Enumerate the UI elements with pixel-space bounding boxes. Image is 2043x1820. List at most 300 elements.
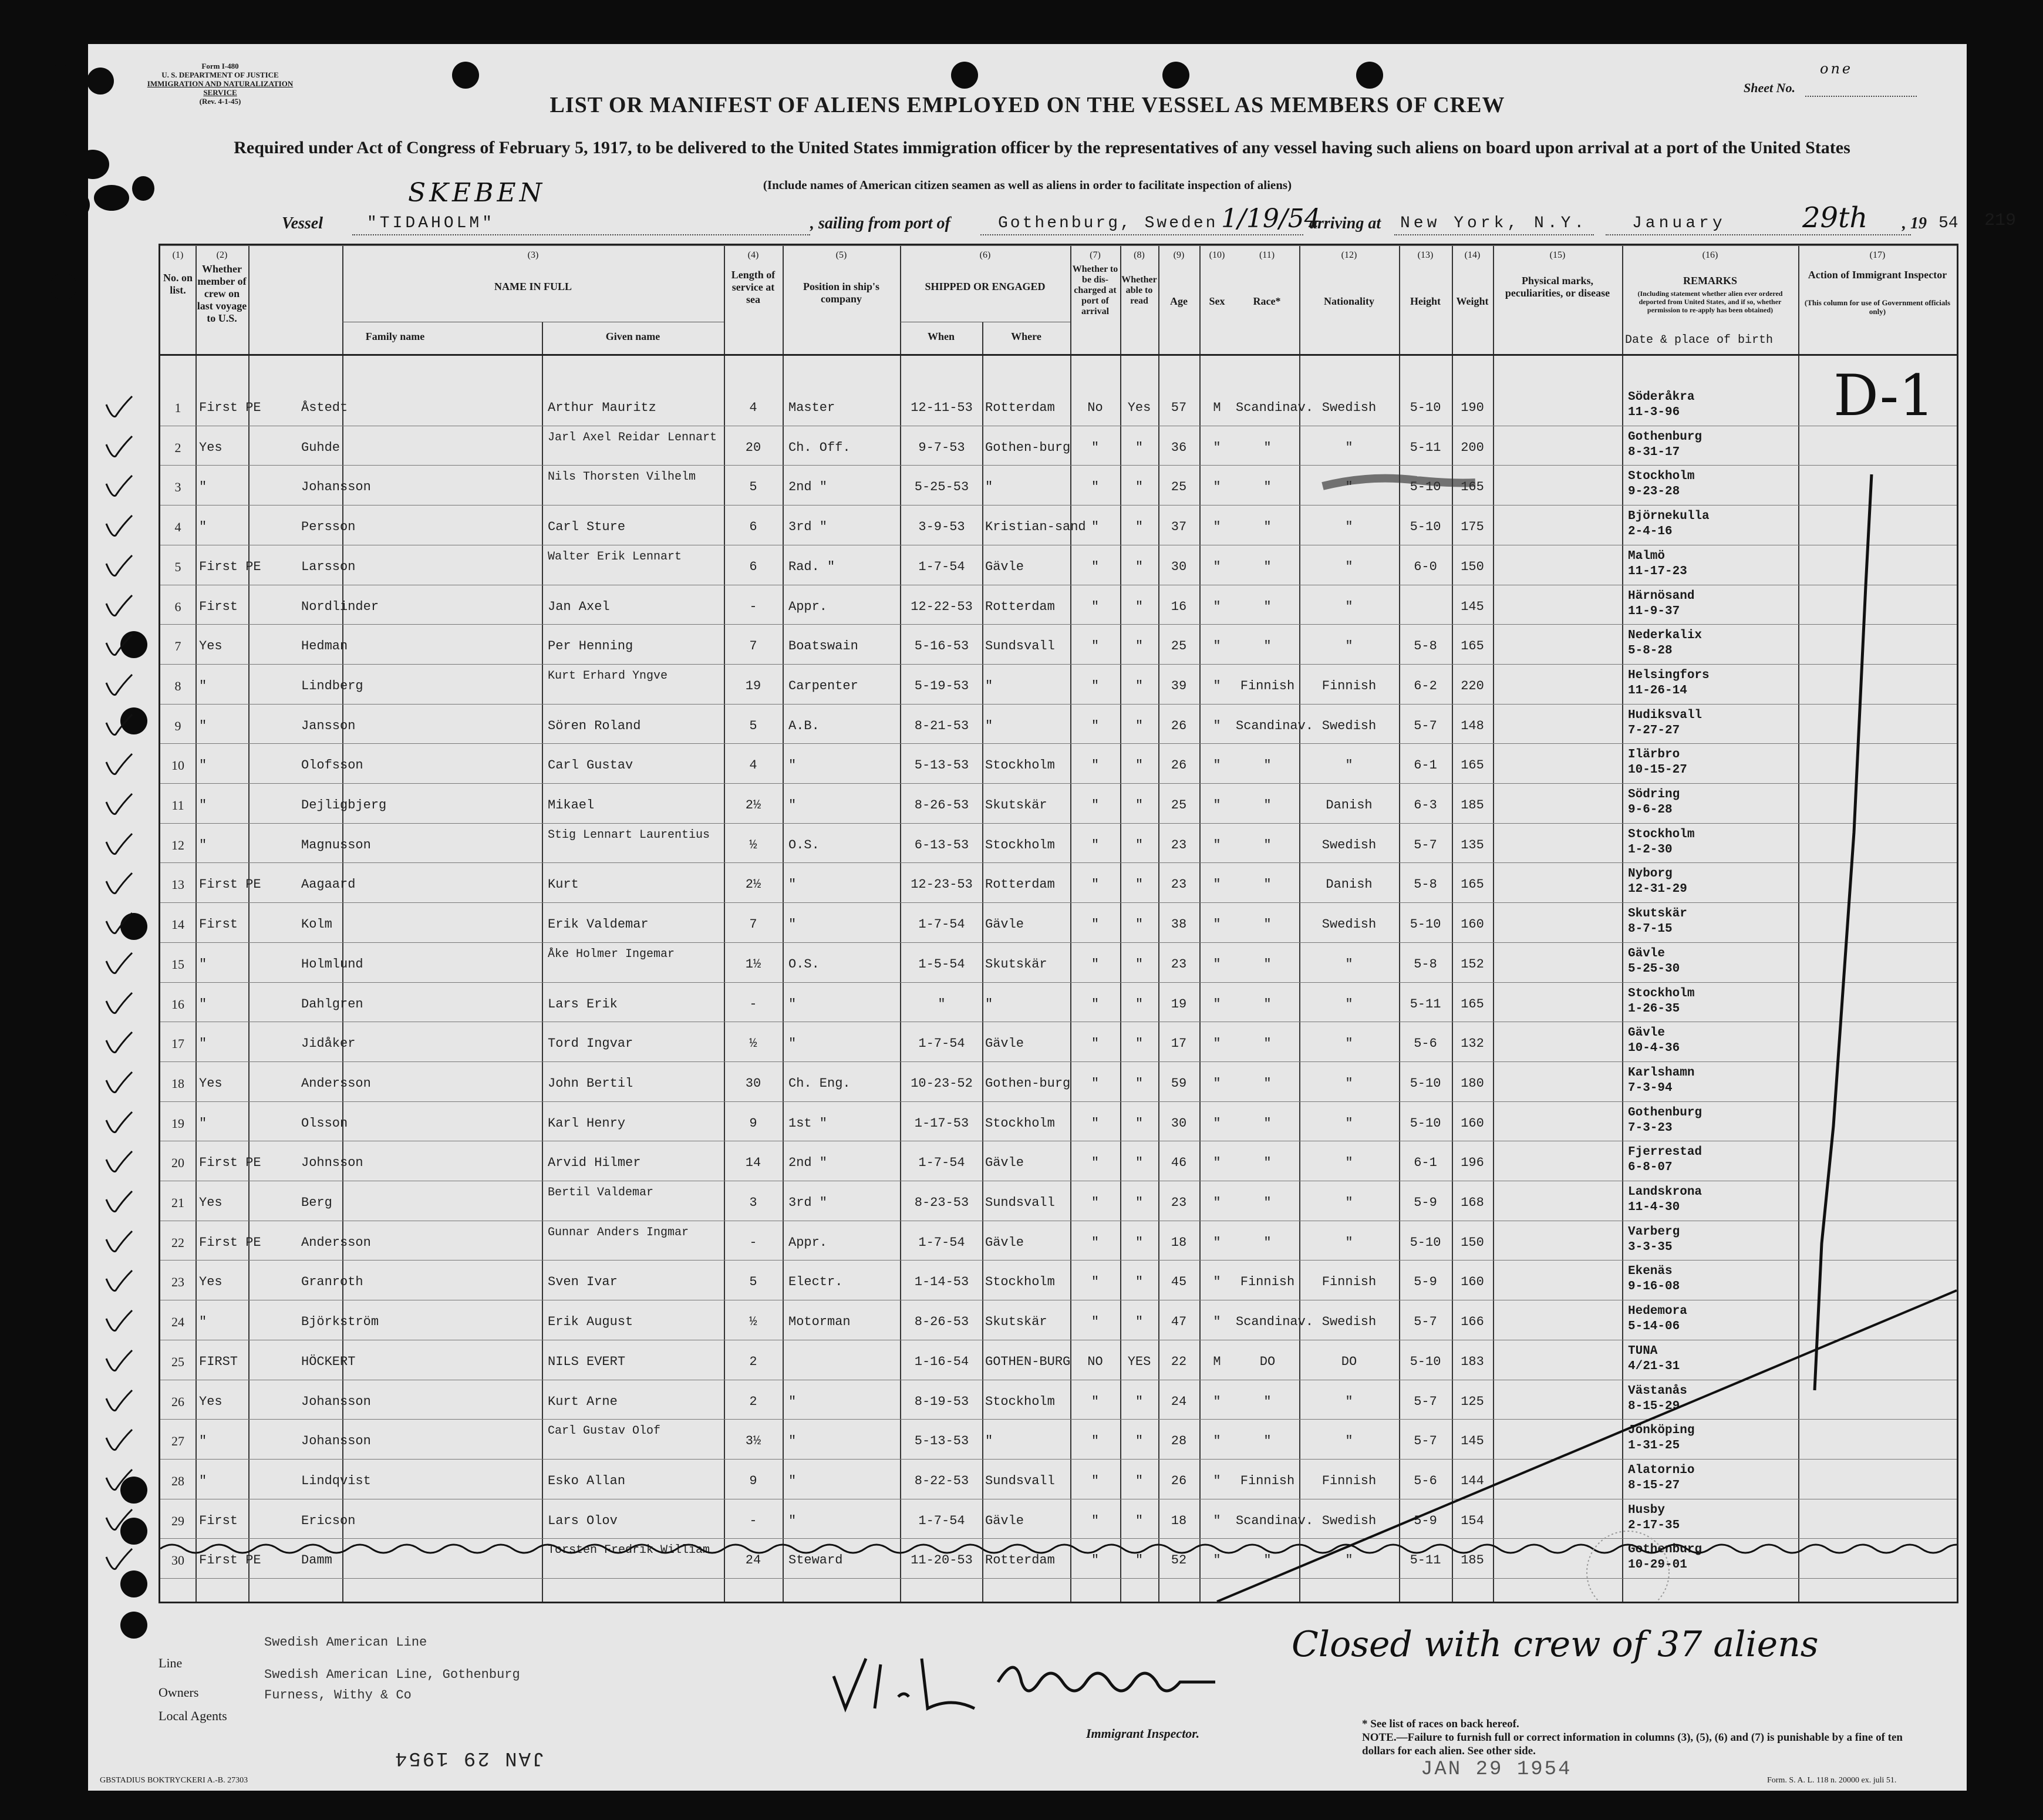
cell-service: 6 <box>749 520 757 535</box>
cell-read: " <box>1135 1553 1144 1568</box>
cell-given: Esko Allan <box>548 1473 626 1488</box>
cell-age: 37 <box>1171 520 1187 535</box>
cell-sex: " <box>1213 1115 1221 1131</box>
cell-when: " <box>938 996 946 1012</box>
cell-where: " <box>985 1434 993 1449</box>
cell-when: 5-25-53 <box>914 480 969 495</box>
cell-service: 2½ <box>745 877 761 892</box>
cell-no: 14 <box>171 917 184 932</box>
cell-given: Arvid Hilmer <box>548 1155 641 1171</box>
punch-hole <box>1162 62 1189 89</box>
cell-height: 5-7 <box>1414 837 1437 852</box>
cell-position: Boatswain <box>788 639 858 654</box>
punch-hole <box>50 273 77 300</box>
fine-note: NOTE.—Failure to furnish full or correct information in columns (3), (5), (6) and (7) is punishable by a fine of ten dollars for each alien. See other side. <box>1362 1731 1903 1757</box>
cell-weight: 168 <box>1461 1195 1484 1210</box>
cell-birthdate: 8-15-29 <box>1628 1399 1680 1413</box>
cell-age: 22 <box>1171 1354 1187 1369</box>
cell-given: Lars Erik <box>548 996 618 1012</box>
cell-given: Carl Gustav <box>548 758 633 773</box>
check-mark-icon <box>102 472 137 501</box>
cell-family: Åstedt <box>301 400 348 415</box>
cell-position: Steward <box>788 1553 843 1568</box>
cell-voyage: First PE <box>199 1553 261 1568</box>
cell-where: " <box>985 678 993 693</box>
cell-age: 23 <box>1171 877 1187 892</box>
check-mark-icon <box>102 1387 137 1416</box>
cell-voyage: " <box>199 678 207 693</box>
manifest-page <box>88 44 2017 1791</box>
cell-read: " <box>1135 1473 1144 1488</box>
check-mark-icon <box>102 750 137 780</box>
cell-weight: 132 <box>1461 1036 1484 1051</box>
cell-race: " <box>1263 1235 1272 1250</box>
cell-height: 5-8 <box>1414 639 1437 654</box>
cell-birthplace: Ekenäs <box>1628 1265 1673 1279</box>
cell-nat: " <box>1345 1036 1353 1051</box>
cell-age: 25 <box>1171 798 1187 813</box>
check-mark-icon <box>102 393 137 422</box>
cell-position: Electr. <box>788 1275 843 1290</box>
cell-nat: Swedish <box>1321 718 1377 733</box>
cell-sex: " <box>1213 996 1221 1012</box>
cell-sex: " <box>1213 718 1221 733</box>
cell-height: 6-1 <box>1414 1155 1437 1171</box>
cell-where: Stockholm <box>985 1115 1055 1131</box>
cell-weight: 144 <box>1461 1473 1484 1488</box>
cell-birthdate: 11-3-96 <box>1628 406 1680 419</box>
page-title: LIST OR MANIFEST OF ALIENS EMPLOYED ON THE VESSEL AS MEMBERS OF CREW <box>549 93 1505 117</box>
col-header-service: Length of service at sea <box>731 269 776 305</box>
cell-age: 47 <box>1171 1315 1187 1330</box>
cell-voyage: " <box>199 520 207 535</box>
cell-sex: " <box>1213 480 1221 495</box>
cell-sex: " <box>1213 1195 1221 1210</box>
cell-birthplace: TUNA <box>1628 1344 1658 1358</box>
cell-read: " <box>1135 1155 1144 1171</box>
cell-where: Stockholm <box>985 758 1055 773</box>
cell-family: HÖCKERT <box>301 1354 356 1369</box>
cell-birthplace: Ilärbro <box>1628 748 1680 762</box>
cell-nat: " <box>1345 1394 1353 1409</box>
sail-date: 1/19/54 <box>1221 204 1321 234</box>
cell-when: 1-7-54 <box>918 1235 965 1250</box>
inspector-stroke <box>1815 474 1872 1390</box>
cell-sex: M <box>1213 400 1221 415</box>
cell-age: 36 <box>1171 440 1187 455</box>
cell-sex: " <box>1213 956 1221 972</box>
cell-position: 1st " <box>788 1115 828 1131</box>
cell-when: 8-26-53 <box>914 1315 969 1330</box>
cell-when: 1-16-54 <box>914 1354 969 1369</box>
cell-voyage: First PE <box>199 877 261 892</box>
cell-birthdate: 10-29-01 <box>1628 1558 1687 1572</box>
cell-disch: " <box>1091 877 1100 892</box>
cell-sex: " <box>1213 1394 1221 1409</box>
cell-position: " <box>788 798 797 813</box>
cell-read: " <box>1135 877 1144 892</box>
local-agents-value: Furness, Withy & Co <box>264 1688 412 1703</box>
cell-nat: " <box>1345 520 1353 535</box>
punch-hole <box>1356 62 1383 89</box>
cell-position: Carpenter <box>788 678 858 693</box>
cell-birthdate: 8-15-27 <box>1628 1478 1680 1492</box>
cell-birthdate: 9-16-08 <box>1628 1280 1680 1294</box>
cell-service: 3 <box>749 1195 757 1210</box>
cell-service: - <box>749 1235 757 1250</box>
cell-read: " <box>1135 480 1144 495</box>
cell-position: Ch. Off. <box>788 440 851 455</box>
cell-family: Dahlgren <box>301 996 363 1012</box>
cell-disch: " <box>1091 480 1100 495</box>
sheet-number-value: one <box>1820 60 1853 77</box>
cell-read: " <box>1135 559 1144 574</box>
check-mark-icon <box>102 1545 137 1575</box>
cell-disch: " <box>1091 1036 1100 1051</box>
cell-voyage: " <box>199 1473 207 1488</box>
cell-voyage: First <box>199 1513 238 1528</box>
cell-read: " <box>1135 440 1144 455</box>
cell-nat: " <box>1345 1195 1353 1210</box>
cell-given: John Bertil <box>548 1076 633 1091</box>
cell-where: Gävle <box>985 1155 1024 1171</box>
cell-no: 18 <box>171 1076 184 1091</box>
cell-weight: 160 <box>1461 1275 1484 1290</box>
cell-given: Erik Valdemar <box>548 917 649 932</box>
cell-no: 17 <box>171 1036 184 1051</box>
cell-sex: " <box>1213 520 1221 535</box>
cell-when: 8-23-53 <box>914 1195 969 1210</box>
cell-disch: " <box>1091 1235 1100 1250</box>
cell-given: Jan Axel <box>548 599 610 614</box>
cell-height: 5-11 <box>1410 440 1441 455</box>
cell-height: 5-9 <box>1414 1275 1437 1290</box>
cell-sex: " <box>1213 798 1221 813</box>
cell-disch: " <box>1091 837 1100 852</box>
cell-given: Walter Erik Lennart <box>548 550 682 564</box>
cell-weight: 166 <box>1461 1315 1484 1330</box>
cell-when: 1-7-54 <box>918 559 965 574</box>
cell-weight: 154 <box>1461 1513 1484 1528</box>
cell-birthplace: Stockholm <box>1628 827 1695 841</box>
cell-voyage: Yes <box>199 1076 222 1091</box>
cell-sex: M <box>1213 1354 1221 1369</box>
cell-voyage: " <box>199 480 207 495</box>
cell-when: 1-5-54 <box>918 956 965 972</box>
cell-sex: " <box>1213 678 1221 693</box>
cell-service: 5 <box>749 718 757 733</box>
cell-voyage: First PE <box>199 559 261 574</box>
arrival-day: 29th <box>1802 201 1868 234</box>
cell-birthdate: 2-17-35 <box>1628 1518 1680 1532</box>
cell-where: Sundsvall <box>985 1195 1055 1210</box>
cell-disch: " <box>1091 1513 1100 1528</box>
col-num-10: (10) <box>1209 250 1225 260</box>
cell-weight: 175 <box>1461 520 1484 535</box>
sailing-label: , sailing from port of <box>810 214 950 232</box>
cell-when: 6-13-53 <box>914 837 969 852</box>
cell-voyage: First PE <box>199 400 261 415</box>
cell-sex: " <box>1213 1513 1221 1528</box>
page-subtitle: Required under Act of Congress of February 5, 1917, to be delivered to the United States immigration officer by the representatives of any vessel having such aliens on board upon arrival at a port of the United States <box>234 138 1850 157</box>
cell-race: Scandinav. <box>1236 400 1314 415</box>
cell-nat: Danish <box>1326 798 1373 813</box>
cell-weight: 165 <box>1461 758 1484 773</box>
cell-birthplace: Gothenburg <box>1628 1106 1702 1120</box>
cell-sex: " <box>1213 639 1221 654</box>
cell-service: - <box>749 1513 757 1528</box>
cell-disch: " <box>1091 599 1100 614</box>
col-num-7: (7) <box>1090 250 1101 260</box>
cell-family: Berg <box>301 1195 332 1210</box>
cell-birthdate: 11-9-37 <box>1628 604 1680 618</box>
cell-race: DO <box>1259 1354 1276 1369</box>
cell-no: 30 <box>171 1553 184 1568</box>
cell-service: ½ <box>749 1036 757 1051</box>
col-header-when: When <box>927 331 955 342</box>
cell-birthdate: 3-3-35 <box>1628 1240 1673 1254</box>
cell-where: Skutskär <box>985 798 1047 813</box>
cell-birthplace: Björnekulla <box>1628 510 1710 524</box>
cell-given: NILS EVERT <box>548 1354 626 1369</box>
cell-weight: 183 <box>1461 1354 1484 1369</box>
cell-nat: " <box>1345 1235 1353 1250</box>
cell-disch: NO <box>1087 1354 1103 1369</box>
cell-read: " <box>1135 1394 1144 1409</box>
cell-read: " <box>1135 758 1144 773</box>
cell-disch: " <box>1091 718 1100 733</box>
cell-disch: " <box>1091 639 1100 654</box>
check-mark-icon <box>102 869 137 899</box>
cell-weight: 160 <box>1461 1115 1484 1131</box>
cell-family: Holmlund <box>301 956 363 972</box>
cell-race: " <box>1263 599 1272 614</box>
cell-when: 8-19-53 <box>914 1394 969 1409</box>
check-mark-icon <box>102 1506 137 1535</box>
cell-sex: " <box>1213 758 1221 773</box>
cell-age: 57 <box>1171 400 1187 415</box>
cell-sex: " <box>1213 917 1221 932</box>
cell-birthplace: Fjerrestad <box>1628 1145 1702 1160</box>
cell-birthdate: 9-6-28 <box>1628 803 1673 817</box>
cell-nat: Swedish <box>1321 400 1377 415</box>
cell-height: 6-0 <box>1414 559 1437 574</box>
col-num-17: (17) <box>1869 250 1886 260</box>
cell-position: Motorman <box>788 1315 851 1330</box>
form-department: U. S. DEPARTMENT OF JUSTICE <box>161 70 279 79</box>
cell-position: Appr. <box>788 1235 828 1250</box>
cell-given: Sören Roland <box>548 718 641 733</box>
check-mark-icon <box>102 671 137 700</box>
cell-when: 11-20-53 <box>911 1553 973 1568</box>
cell-nat: " <box>1345 996 1353 1012</box>
cell-when: 1-7-54 <box>918 917 965 932</box>
cell-weight: 165 <box>1461 877 1484 892</box>
cell-weight: 200 <box>1461 440 1484 455</box>
cell-family: Hedman <box>301 639 348 654</box>
cell-height: 5-10 <box>1410 1235 1441 1250</box>
cell-given: Sven Ivar <box>548 1275 618 1290</box>
cell-race: " <box>1263 1076 1272 1091</box>
cell-service: 4 <box>749 758 757 773</box>
cell-voyage: FIRST <box>199 1354 238 1369</box>
cell-sex: " <box>1213 1473 1221 1488</box>
cell-height: 5-8 <box>1414 956 1437 972</box>
cell-voyage: " <box>199 996 207 1012</box>
cell-height: 5-7 <box>1414 1434 1437 1449</box>
cell-birthplace: Jönköping <box>1628 1424 1695 1438</box>
cell-weight: 180 <box>1461 1076 1484 1091</box>
cell-where: GOTHEN-BURG <box>985 1354 1071 1369</box>
cell-read: " <box>1135 917 1144 932</box>
col-header-where: Where <box>1011 331 1041 342</box>
cell-read: " <box>1135 1076 1144 1091</box>
cell-height: 5-11 <box>1410 1553 1441 1568</box>
cell-given: Kurt Erhard Yngve <box>548 669 668 683</box>
cell-weight: 150 <box>1461 1235 1484 1250</box>
owners-value: Swedish American Line, Gothenburg <box>264 1667 520 1682</box>
check-mark-icon <box>102 909 137 939</box>
cell-disch: No <box>1087 400 1103 415</box>
cell-no: 15 <box>171 956 184 972</box>
cell-voyage: First PE <box>199 1235 261 1250</box>
cell-nat: " <box>1345 639 1353 654</box>
cell-no: 7 <box>174 639 181 654</box>
cell-position: 2nd " <box>788 480 828 495</box>
cell-voyage: " <box>199 956 207 972</box>
cell-position: Rad. " <box>788 559 835 574</box>
cell-nat: " <box>1345 599 1353 614</box>
cell-where: Gävle <box>985 1235 1024 1250</box>
cell-birthdate: 7-27-27 <box>1628 723 1680 737</box>
cell-birthdate: 10-15-27 <box>1628 763 1687 777</box>
check-mark-icon <box>102 1069 137 1098</box>
cell-read: " <box>1135 1434 1144 1449</box>
footer-notes <box>1362 1717 1926 1758</box>
cell-service: 7 <box>749 917 757 932</box>
cell-race: " <box>1263 996 1272 1012</box>
col-num-14: (14) <box>1464 250 1481 260</box>
cell-disch: " <box>1091 1195 1100 1210</box>
cell-where: Gävle <box>985 1036 1024 1051</box>
cell-no: 5 <box>174 559 181 574</box>
cell-position: Ch. Eng. <box>788 1076 851 1091</box>
check-mark-icon <box>102 830 137 860</box>
check-mark-icon <box>102 1108 137 1138</box>
cell-position: O.S. <box>788 956 820 972</box>
page-note-line: (Include names of American citizen seamen as well as aliens in order to facilitate inspection of aliens) <box>763 178 1292 192</box>
sheet-number-label: Sheet No. <box>1744 80 1795 95</box>
cell-service: 6 <box>749 559 757 574</box>
handwritten-marks-layer <box>160 245 1957 1602</box>
col-num-5: (5) <box>835 250 847 260</box>
cell-nat: " <box>1345 480 1353 495</box>
cell-height: 5-7 <box>1414 1394 1437 1409</box>
cell-birthplace: Hedemora <box>1628 1305 1687 1319</box>
cell-height: 5-10 <box>1410 480 1441 495</box>
cell-family: Lindqvist <box>301 1473 371 1488</box>
cell-birthdate: 2-4-16 <box>1628 525 1673 539</box>
cell-family: Jidåker <box>301 1036 356 1051</box>
cell-sex: " <box>1213 1315 1221 1330</box>
cell-no: 19 <box>171 1115 184 1131</box>
cell-voyage: First <box>199 599 238 614</box>
cell-birthdate: 1-2-30 <box>1628 842 1673 857</box>
cell-no: 21 <box>171 1195 184 1210</box>
cell-sex: " <box>1213 559 1221 574</box>
check-mark-icon <box>102 1029 137 1058</box>
cell-birthplace: Stockholm <box>1628 986 1695 1000</box>
cell-no: 1 <box>174 400 181 415</box>
cell-family: Ericson <box>301 1513 356 1528</box>
cell-read: " <box>1135 520 1144 535</box>
cell-race: " <box>1263 520 1272 535</box>
cell-no: 10 <box>171 758 184 773</box>
cell-disch: " <box>1091 1275 1100 1290</box>
cell-read: " <box>1135 678 1144 693</box>
col-num-2: (2) <box>216 250 228 260</box>
cell-height: 5-10 <box>1410 1354 1441 1369</box>
cell-read: " <box>1135 1115 1144 1131</box>
cell-where: " <box>985 996 993 1012</box>
cell-age: 18 <box>1171 1513 1187 1528</box>
cell-age: 26 <box>1171 758 1187 773</box>
cell-position: " <box>788 1473 797 1488</box>
cell-age: 19 <box>1171 996 1187 1012</box>
cell-height: 6-3 <box>1414 798 1437 813</box>
cell-birthplace: Skutskär <box>1628 907 1687 921</box>
cell-nat: " <box>1345 956 1353 972</box>
cell-weight: 152 <box>1461 956 1484 972</box>
cell-birthplace: Gävle <box>1628 1026 1666 1040</box>
check-mark-icon <box>102 1188 137 1217</box>
cell-birthplace: Malmö <box>1628 549 1666 563</box>
cell-voyage: Yes <box>199 440 222 455</box>
cell-race: " <box>1263 1036 1272 1051</box>
form-revision: (Rev. 4-1-45) <box>199 97 241 106</box>
cell-position: " <box>788 1394 797 1409</box>
cell-age: 23 <box>1171 837 1187 852</box>
cell-age: 59 <box>1171 1076 1187 1091</box>
col-header-race: Race* <box>1253 295 1281 307</box>
cell-where: Gävle <box>985 559 1024 574</box>
cell-when: 1-17-53 <box>914 1115 969 1131</box>
col-num-12: (12) <box>1341 250 1357 260</box>
cell-given: Mikael <box>548 798 595 813</box>
cell-disch: " <box>1091 520 1100 535</box>
punch-hole <box>47 65 74 92</box>
cell-service: 5 <box>749 1275 757 1290</box>
check-mark-icon <box>102 592 137 621</box>
cell-age: 38 <box>1171 917 1187 932</box>
form-service: IMMIGRATION AND NATURALIZATION SERVICE <box>147 79 294 97</box>
cell-service: 2½ <box>745 798 761 813</box>
cell-family: Kolm <box>301 917 332 932</box>
check-mark-icon <box>102 1307 137 1336</box>
cell-when: 9-7-53 <box>918 440 965 455</box>
cell-family: Guhde <box>301 440 340 455</box>
cell-given: Kurt <box>548 877 579 892</box>
arrival-year: 54 <box>1939 214 1958 232</box>
cell-position: 2nd " <box>788 1155 828 1171</box>
cell-no: 11 <box>171 798 184 813</box>
check-mark-icon <box>102 1347 137 1376</box>
cell-birthdate: 11-26-14 <box>1628 683 1687 697</box>
cell-family: Johansson <box>301 1394 371 1409</box>
cell-disch: " <box>1091 1315 1100 1330</box>
cell-height: 6-1 <box>1414 758 1437 773</box>
cell-when: 3-9-53 <box>918 520 965 535</box>
